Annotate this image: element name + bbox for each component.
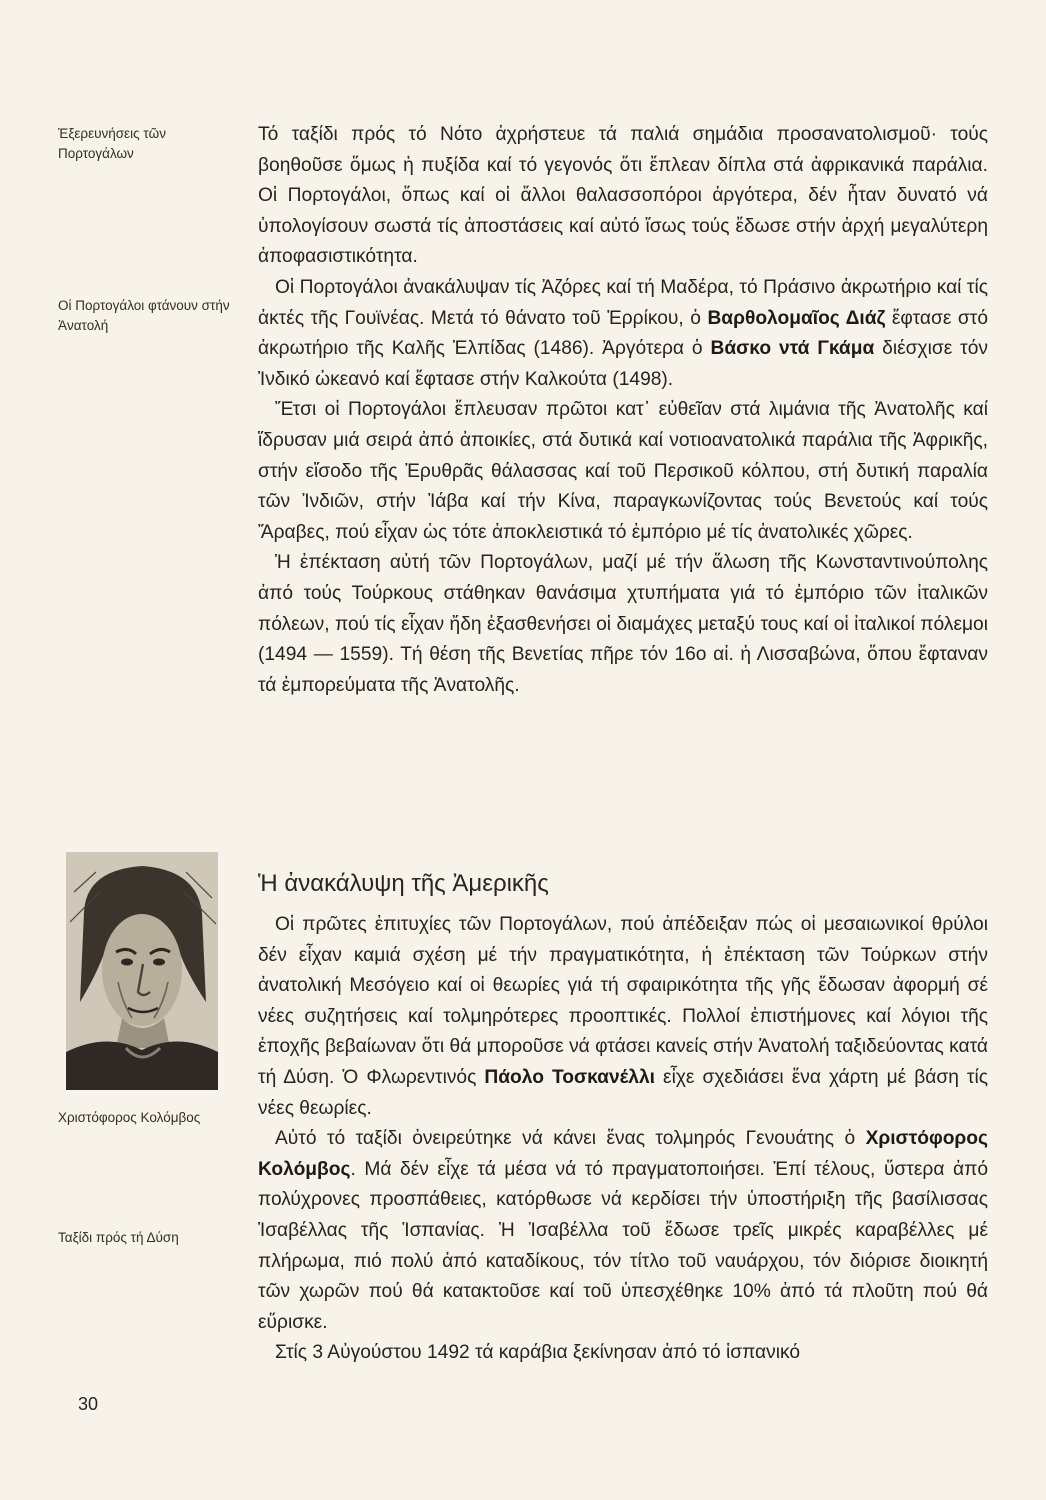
text-run: Οἱ Πορτογάλοι ἀνακάλυψαν τίς Ἀζόρες καί τή Μαδέρα, τό Πράσινο ἀκρωτήριο καί τίς ἀκτές τῆς Γουϊνέας. Μετά τό θάνατο τοῦ Ἐρρίκου, ὁ bbox=[258, 276, 988, 329]
section1-paragraph-2 bbox=[258, 273, 988, 395]
text-run: . Μά δέν εἶχε τά μέσα νά τό πραγματοποιήσει. Ἐπί τέλους, ὕστερα ἀπό πολύχρονες προσπάθειες, κατόρθωσε νά κερδίσει τήν ὑποστήριξη τῆς βασίλισσας Ἰσαβέλλας τῆς Ἱσπανίας. Ἡ Ἰσαβέλλα τοῦ ἔδωσε τρεῖς μικρές καραβέλλες μέ πλήρωμα, πιό πολύ ἀπό καταδίκους, τόν τίτλο τοῦ ναυάρχου, τόν διόρισε διοικητή τῶν χωρῶν πού θά κατακτοῦσε καί τοῦ ὑπεσχέθηκε 10% ἀπό τά πλοῦτη πού θά εὕρισκε. bbox=[258, 1158, 988, 1333]
name-bartolomeu-dias: Βαρθολομαῖος Διάζ bbox=[707, 307, 886, 329]
text-run: Αὐτό τό ταξίδι ὀνειρεύτηκε νά κάνει ἕνας τολμηρός Γενουάτης ὁ bbox=[275, 1128, 866, 1150]
name-vasco-da-gama: Βάσκο ντά Γκάμα bbox=[710, 338, 875, 360]
page-number: 30 bbox=[78, 1394, 99, 1414]
section1-body bbox=[258, 120, 988, 701]
section2-paragraph-3: Στίς 3 Αὐγούστου 1492 τά καράβια ξεκίνησαν ἀπό τό ἱσπανικό bbox=[275, 1342, 801, 1364]
section1-paragraph-1: Τό ταξίδι πρός τό Νότο ἀχρήστευε τά παλιά σημάδια προσανατολισμοῦ· τούς βοηθοῦσε ὅμως ἡ πυξίδα καί τό γεγονός ὅτι ἔπλεαν δίπλα στά ἀφρικανικά παράλια. Οἱ Πορτογάλοι, ὅπως καί οἱ ἄλλοι θαλασσοπόροι ἀργότερα, δέν ἦταν δυνατό νά ὑπολογίσουν σωστά τίς ἀποστάσεις καί αὐτό ἴσως τούς ἔδωσε στήν ἀρχή μεγαλύτερη ἀποφασιστικότητα. bbox=[258, 124, 988, 268]
section1-paragraph-3: Ἔτσι οἱ Πορτογάλοι ἔπλευσαν πρῶτοι κατ᾽ εὐθεῖαν στά λιμάνια τῆς Ἀνατολῆς καί ἵδρυσαν μιά σειρά ἀπό ἀποικίες, στά δυτικά καί νοτιοανατολικά παράλια τῆς Ἀφρικῆς, στήν εἴσοδο τῆς Ἐρυθρᾶς θάλασσας καί τοῦ Περσικοῦ κόλπου, στή δυτική παραλία τῶν Ἰνδιῶν, στήν Ἰάβα καί τήν Κίνα, παραγκωνίζοντας τούς Βενετούς καί τούς Ἄραβες, πού εἶχαν ὡς τότε ἀποκλειστικά τό ἐμπόριο μέ τίς ἀνατολικές χῶρες. bbox=[258, 399, 988, 543]
margin-note-explorations: Ἐξερευνήσεις τῶν Πορτογάλων bbox=[58, 126, 166, 161]
text-run: εἶχε σχεδιάσει ἕνα χάρτη μέ βάση τίς νέες θεωρίες. bbox=[258, 1066, 988, 1119]
section2-body bbox=[258, 910, 988, 1369]
text-run: διέσχισε τόν Ἰνδικό ὠκεανό καί ἔφτασε στήν Καλκούτα (1498). bbox=[258, 338, 988, 390]
section1-paragraph-4: Ἡ ἐπέκταση αὐτή τῶν Πορτογάλων, μαζί μέ τήν ἅλωση τῆς Κωνσταντινούπολης ἀπό τούς Τούρκους στάθηκαν θανάσιμα χτυπήματα γιά τό ἐμπόριο τῶν ἰταλικῶν πόλεων, πού τίς εἶχαν ἤδη ἐξασθενήσει οἱ διαμάχες μεταξύ τους καί οἱ ἰταλικοί πόλεμοι (1494 — 1559). Τή θέση τῆς Βενετίας πῆρε τόν 16ο αἰ. ἡ Λισσαβώνα, ὅπου ἔφταναν τά ἐμπορεύματα τῆς Ἀνατολῆς. bbox=[258, 552, 988, 696]
text-run: ἔφτασε στό ἀκρωτήριο τῆς Καλῆς Ἐλπίδας (1486). Ἀργότερα ὁ bbox=[258, 307, 988, 360]
margin-note-journey-west: Ταξίδι πρός τή Δύση bbox=[58, 1230, 179, 1245]
margin-note-arrive-east: Οἱ Πορτογάλοι φτάνουν στήν Ἀνατολή bbox=[58, 298, 230, 333]
text-run: Οἱ πρῶτες ἐπιτυχίες τῶν Πορτογάλων, πού ἀπέδειξαν πώς οἱ μεσαιωνικοί θρύλοι δέν εἶχαν καμιά σχέση μέ τήν πραγματικότητα, ἡ ἐπέκταση τῶν Τούρκων στήν ἀνατολική Μεσόγειο καί οἱ θεωρίες γιά τή σφαιρικότητα τῆς γῆς ἔδωσαν ἀφορμή σέ νέες συζητήσεις καί τολμηρότερες προοπτικές. Πολλοί ἐπιστήμονες καί λόγιοι τῆς ἐποχῆς βεβαίωναν ὅτι θά μποροῦσε νά φτάσει κανείς στήν Ἀνατολή ταξιδεύοντας κατά τή Δύση. Ὁ Φλωρεντινός bbox=[258, 914, 988, 1088]
columbus-portrait bbox=[66, 852, 218, 1090]
section-heading-america: Ἡ ἀνακάλυψη τῆς Ἀμερικῆς bbox=[258, 870, 549, 897]
section2-paragraph-2 bbox=[258, 1124, 988, 1338]
margin-note-columbus: Χριστόφορος Κολόμβος bbox=[58, 1110, 201, 1125]
section2-paragraph-1 bbox=[258, 910, 988, 1124]
name-christopher-columbus: Χριστόφορος Κολόμβος bbox=[258, 1128, 988, 1180]
name-paolo-toscanelli: Πάολο Τοσκανέλλι bbox=[484, 1066, 655, 1088]
portrait-drawing bbox=[66, 852, 218, 1090]
